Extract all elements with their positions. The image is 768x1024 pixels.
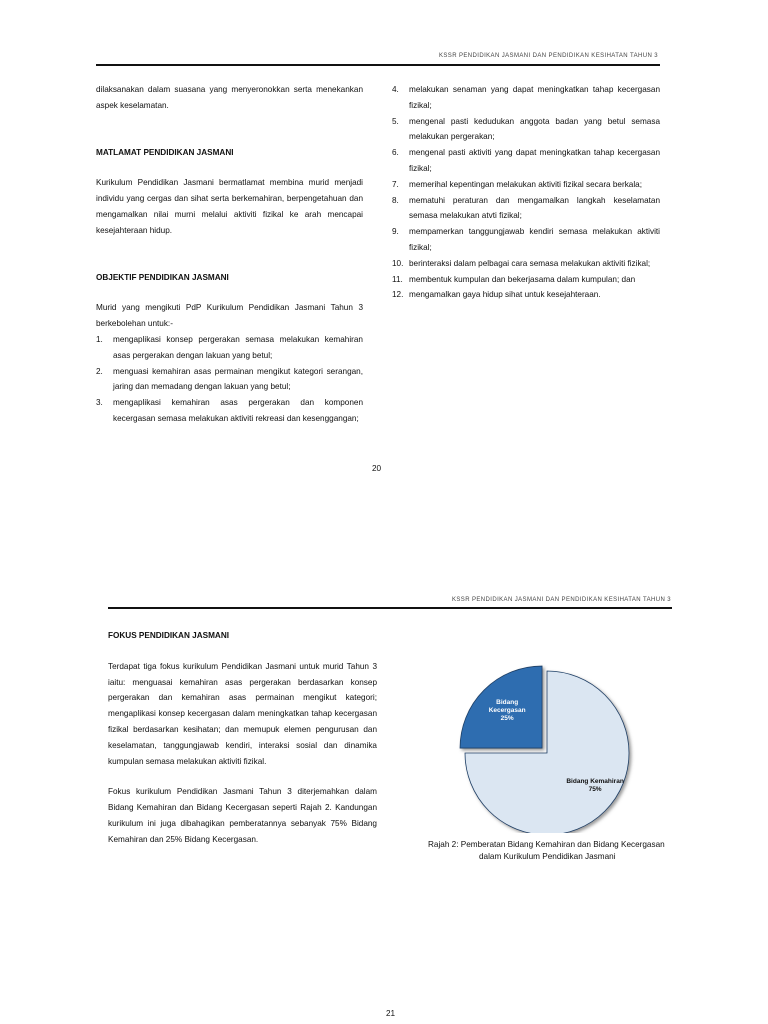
objectives-list-right xyxy=(392,82,660,303)
caption-line-2: dalam Kurikulum Pendidikan Jasmani xyxy=(479,852,616,861)
header-rule xyxy=(108,607,672,609)
list-item: 4. melakukan senaman yang dapat meningkatkan tahap kecergasan fizikal; xyxy=(392,85,660,110)
running-header: KSSR PENDIDIKAN JASMANI DAN PENDIDIKAN KESIHATAN TAHUN 3 xyxy=(452,597,671,603)
page-20 xyxy=(0,0,768,490)
pie-label-1-2: 25% xyxy=(500,715,514,723)
fokus-heading: FOKUS PENDIDIKAN JASMANI xyxy=(108,631,230,640)
list-item: 12. mengamalkan gaya hidup sihat untuk kesejahteraan. xyxy=(392,290,601,300)
pie-label-0-1: 75% xyxy=(588,786,602,794)
objectives-list-left xyxy=(96,332,363,427)
objektif-heading: OBJEKTIF PENDIDIKAN JASMANI xyxy=(96,272,229,282)
list-item: 5. mengenal pasti kedudukan anggota badan yang betul semasa melakukan pergerakan; xyxy=(392,116,660,142)
list-item: 8. mematuhi peraturan dan mengamalkan langkah keselamatan semasa melakukan atvti fizikal; xyxy=(392,195,660,221)
list-item: 7. memerihal kepentingan melakukan aktiviti fizikal secara berkala; xyxy=(392,179,642,189)
header-rule xyxy=(96,64,660,66)
list-item: 9. mempamerkan tanggungjawab kendiri semasa melakukan aktiviti fizikal; xyxy=(392,227,660,252)
list-item: 10. berinteraksi dalam pelbagai cara semasa melakukan aktiviti fizikal; xyxy=(392,258,651,268)
pie-label-0-0: Bidang Kemahiran xyxy=(566,778,624,786)
left-column xyxy=(96,82,363,427)
page-number: 20 xyxy=(372,464,382,473)
list-item: 11. membentuk kumpulan dan bekerjasama dalam kumpulan; dan xyxy=(392,274,636,284)
objektif-intro: Murid yang mengikuti PdP Kurikulum Pendidikan Jasmani Tahun 3 berkebolehan untuk:- xyxy=(96,303,363,329)
intro-paragraph: dilaksanakan dalam suasana yang menyeronokkan serta menekankan aspek keselamatan. xyxy=(96,85,363,110)
list-item: 2. menguasi kemahiran asas permainan mengikut kategori serangan, jaring dan memadang dengan lakuan yang betul; xyxy=(96,366,363,392)
caption-line-1: Rajah 2: Pemberatan Bidang Kemahiran dan Bidang Kecergasan xyxy=(428,840,665,849)
pie-label-1-0: Bidang xyxy=(496,699,519,707)
fokus-paragraph-1: Terdapat tiga fokus kurikulum Pendidikan Jasmani untuk murid Tahun 3 iaitu: menguasai kemahiran asas pergerakan berdasarkan konsep pergerakan dan kemahiran asas permainan mengikut kategori; mengaplikasi konsep kecergasan dalam meningkatkan tahap kecergasan fizikal berdasarkan kesihatan; dan memupuk elemen pengurusan dan keselamatan, tanggungjawab kendiri, interaksi sosial dan dinamika kumpulan semasa melakukan aktiviti fizikal. xyxy=(108,661,377,766)
fokus-column xyxy=(108,628,377,848)
fokus-paragraph-2: Fokus kurikulum Pendidikan Jasmani Tahun 3 diterjemahkan dalam Bidang Kemahiran dan Bidang Kecergasan seperti Rajah 2. Kandungan kurikulum ini juga dibahagikan pemberatannya sebanyak 75% Bidang Kemahiran dan 25% Bidang Kecergasan. xyxy=(108,787,377,844)
right-column xyxy=(392,82,660,303)
list-item: 3. mengaplikasi kemahiran asas pergerakan dan komponen kecergasan semasa melakukan aktiviti rekreasi dan kesenggangan; xyxy=(96,398,363,423)
pie-label-1-1: Kecergasan xyxy=(488,707,526,715)
running-header: KSSR PENDIDIKAN JASMANI DAN PENDIDIKAN KESIHATAN TAHUN 3 xyxy=(439,53,658,59)
page-number: 21 xyxy=(386,1009,396,1018)
page-21 xyxy=(0,590,768,1024)
matlamat-paragraph: Kurikulum Pendidikan Jasmani bermatlamat membina murid menjadi individu yang cergas dan sihat serta berkemahiran, berpengetahuan dan mengamalkan nilai murni melalui aktiviti fizikal ke arah mencapai kesejahteraan hidup. xyxy=(96,178,363,235)
pie-chart xyxy=(450,643,680,833)
matlamat-heading: MATLAMAT PENDIDIKAN JASMANI xyxy=(96,147,234,157)
list-item: 6. mengenal pasti aktiviti yang dapat meningkatkan tahap kecergasan fizikal; xyxy=(392,148,660,173)
list-item: 1. mengaplikasi konsep pergerakan semasa melakukan kemahiran asas pergerakan dengan lakuan yang betul; xyxy=(96,334,363,360)
chart-caption xyxy=(428,839,698,863)
